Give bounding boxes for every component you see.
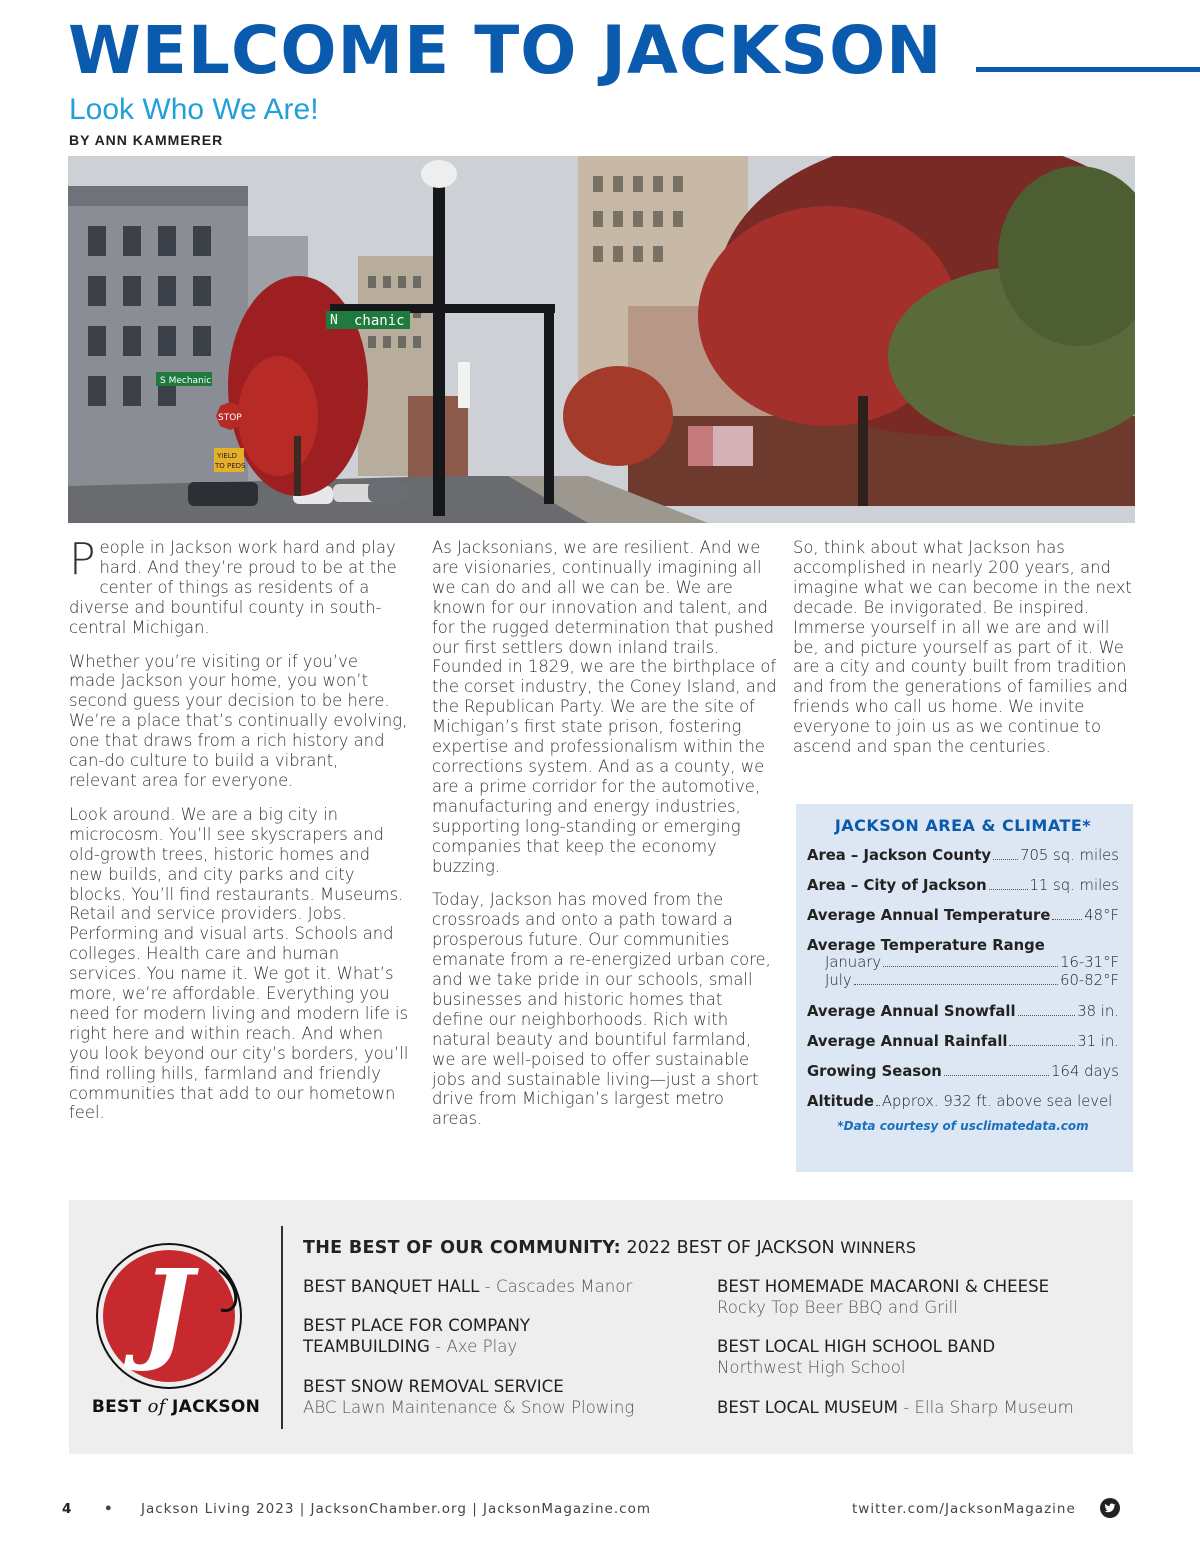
climate-row-avg-temp [807,907,1119,924]
award-item [717,1336,1117,1378]
best-title-bold: THE BEST OF OUR COMMUNITY: [303,1238,621,1258]
yield-sign-top: YIELD [217,452,238,460]
award-item [717,1276,1117,1318]
climate-row-snowfall [807,1003,1119,1020]
article-column-1 [69,534,409,1137]
climate-row-altitude [807,1093,1119,1110]
award-separator: - [897,1398,915,1417]
climate-subrow-january [807,954,1119,972]
footer-bullet: • [104,1501,114,1517]
climate-label: Area – City of Jackson [807,877,987,894]
climate-value: 60-82°F [1060,972,1119,989]
climate-label: Growing Season [807,1063,942,1080]
award-winner: Axe Play [446,1337,518,1356]
article-paragraph: Look around. We are a big city in microcosm. You’ll see skyscrapers and old-growth trees, historic homes and new builds, and city parks and city blocks. You’ll find restaurants. Museums. Retail and service providers. Jobs. Performing and visual arts. Schools and colleges. Health care and human services. You name it. We got it. What’s more, we’re affordable. Everything you need for modern living and modern life is right here and within reach. And when you look beyond our city’s borders, you’ll find rolling hills, farmland and friendly communities that add to our hometown feel. [69,804,409,1123]
logo-word-of: of [147,1396,166,1417]
climate-label: Average Annual Rainfall [807,1033,1008,1050]
award-item [303,1276,703,1297]
award-winner: ABC Lawn Maintenance & Snow Plowing [303,1398,635,1417]
climate-box [796,804,1133,1172]
article-paragraph [69,534,409,638]
byline: BY ANN KAMMERER [69,132,224,148]
climate-value: 38 in. [1077,1003,1119,1020]
award-separator: - [479,1277,496,1296]
climate-row-area-county [807,847,1119,864]
climate-row-area-city [807,877,1119,894]
leader-dots [854,984,1058,985]
best-title-small: WINNERS [840,1238,917,1257]
climate-sublabel: January [825,954,882,971]
footer-publication-links: Jackson Living 2023 | JacksonChamber.org | JacksonMagazine.com [141,1501,651,1517]
best-title [303,1238,916,1258]
logo-emblem-icon [91,1230,261,1390]
climate-title: JACKSON AREA & CLIMATE* [834,816,1092,835]
award-category: BEST SNOW REMOVAL SERVICE [303,1377,564,1396]
leader-dots [1009,1045,1075,1046]
award-category: BEST LOCAL MUSEUM [717,1398,898,1417]
climate-row-temp-range [807,937,1119,990]
award-winner: Ella Sharp Museum [914,1398,1074,1417]
article-paragraph: As Jacksonians, we are resilient. And we are visionaries, continually imagining all we can do and all we can be. We are known for our innovation and talent, and for the rugged determination that pushed our first settlers down inland trails. Founded in 1829, we are the birthplace of the corset industry, the Coney Island, and the Republican Party. We are the site of Michigan’s first state prison, fostering expertise and professionalism within the corrections system. And as a county, we are a prime corridor for the automotive, manufacturing and energy industries, supporting long-standing or emerging companies that keep the economy buzzing. [432,538,777,876]
award-winner: Rocky Top Beer BBQ and Grill [717,1298,958,1317]
award-item [303,1315,633,1357]
climate-sublabel: July [825,972,852,989]
leader-dots [1052,919,1082,920]
climate-label: Area – Jackson County [807,847,992,864]
climate-label: Altitude [807,1093,874,1110]
panel-divider [281,1226,283,1429]
article-paragraph: So, think about what Jackson has accomplished in nearly 200 years, and imagine what we can become in the next decade. Be invigorated. Be inspired. Immerse yourself in all we are and will be, and picture yourself as part of it. We are a city and county built from tradition and from the generations of families and friends who call us home. We invite everyone to join us as we continue to ascend and span the centuries. [793,538,1132,757]
twitter-icon[interactable] [1100,1498,1120,1518]
award-category: BEST PLACE FOR COMPANY TEAMBUILDING [303,1316,531,1356]
climate-subrow-july [807,972,1119,990]
leader-dots [883,966,1058,967]
article-paragraph: Whether you’re visiting or if you’ve made Jackson your home, you won’t second guess your decision to be here. We’re a place that’s continually evolving, one that draws from a rich history and can-do culture to build a vibrant, relevant area for everyone. [69,651,408,790]
climate-value: 164 days [1051,1063,1119,1080]
award-item [303,1376,703,1418]
climate-label: Average Temperature Range [807,937,1045,954]
climate-source-note: *Data courtesy of usclimatedata.com [837,1119,1089,1133]
award-category: BEST BANQUET HALL [303,1277,480,1296]
climate-row-rainfall [807,1033,1119,1050]
award-winner: Cascades Manor [495,1277,633,1296]
climate-value: Approx. 932 ft. above sea level [881,1093,1113,1110]
best-title-rest: 2022 BEST OF JACKSON [620,1238,841,1258]
stop-sign: STOP [218,413,242,423]
page-subtitle: Look Who We Are! [69,93,319,126]
leader-dots [944,1075,1049,1076]
climate-value: 48°F [1084,907,1119,924]
street-photo [68,156,1135,523]
leader-dots [993,859,1018,860]
award-item [717,1397,1117,1418]
best-of-jackson-panel [69,1200,1133,1454]
best-of-jackson-logo [91,1230,261,1430]
climate-label: Average Annual Temperature [807,907,1051,924]
leader-dots [1018,1015,1076,1016]
street-sign-main-text: chanic [354,313,405,329]
climate-value: 31 in. [1077,1033,1119,1050]
award-category: BEST LOCAL HIGH SCHOOL BAND [717,1337,996,1356]
drop-cap: P [69,534,96,585]
climate-value: 16-31°F [1060,954,1119,971]
climate-label: Average Annual Snowfall [807,1003,1016,1020]
title-rule [976,67,1200,72]
page-title: WELCOME TO JACKSON [68,12,943,89]
award-category: BEST HOMEMADE MACARONI & CHEESE [717,1277,1050,1296]
leader-dots [989,889,1028,890]
page-number: 4 [62,1501,73,1517]
article-paragraph: Today, Jackson has moved from the crossroads and onto a path toward a prosperous future. Our communities emanate from a re-energized urban core, and we take pride in our schools, small businesses and historic homes that define our neighborhoods. Rich with natural beauty and bountiful farmland, we are well-poised to offer sustainable jobs and sustainable living—just a short drive from Michigan’s largest metro areas. [432,890,771,1129]
article-column-2 [432,538,777,1143]
climate-value: 11 sq. miles [1029,877,1119,894]
logo-word-best: BEST [91,1397,148,1417]
climate-value: 705 sq. miles [1020,847,1119,864]
leader-dots [876,1105,880,1106]
street-sign-main: N [330,313,338,328]
street-sign-small: S Mechanic [160,376,212,386]
street-scene-illustration [68,156,1135,523]
footer-twitter-link[interactable]: twitter.com/JacksonMagazine [852,1501,1076,1517]
climate-row-growing-season [807,1063,1119,1080]
article-column-3 [793,538,1138,771]
yield-sign-bottom: TO PEDS [215,462,246,470]
logo-letter: J [141,1245,194,1374]
logo-wordmark [91,1396,261,1417]
award-winner: Northwest High School [717,1358,906,1377]
logo-word-jackson: JACKSON [165,1397,261,1417]
award-separator: - [429,1337,447,1356]
paragraph-text: eople in Jackson work hard and play hard. And they’re proud to be at the center of things as residents of a diverse and bountiful county in south-central Michigan. [69,538,397,637]
